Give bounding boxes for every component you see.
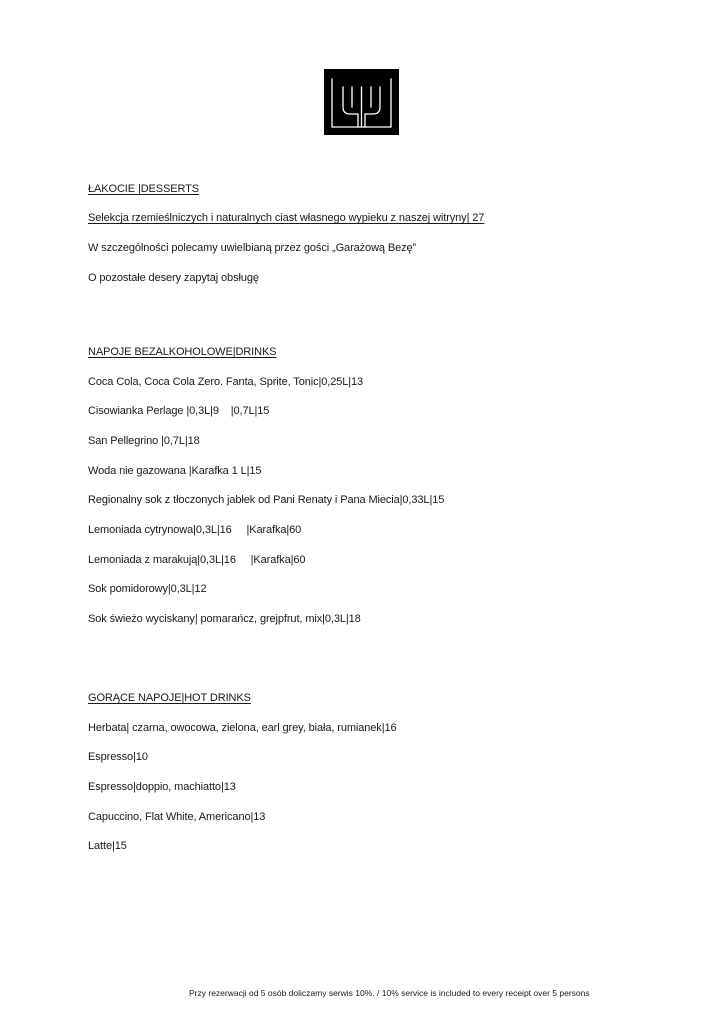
drinks-item-passionfruit-lemonade: Lemoniada z marakują|0,3L|16 |Karafka|60 bbox=[88, 554, 306, 566]
drinks-item-fresh-juice: Sok świeżo wyciskany| pomarańcz, grejpfrut, mix|0,3L|18 bbox=[88, 613, 361, 625]
service-charge-note: Przy rezerwacji od 5 osób doliczamy serwis 10%. / 10% service is included to every receipt over 5 persons bbox=[189, 988, 590, 998]
drinks-item-soda: Coca Cola, Coca Cola Zero. Fanta, Sprite, Tonic|0,25L|13 bbox=[88, 376, 364, 388]
desserts-item-ask-staff: O pozostałe desery zapytaj obsługę bbox=[88, 272, 259, 284]
drinks-item-apple-juice: Regionalny sok z tłoczonych jabłek od Pani Renaty i Pana Miecia|0,33L|15 bbox=[88, 494, 445, 506]
restaurant-logo-icon bbox=[324, 69, 399, 135]
hot-drinks-heading: GORĄCE NAPOJE|HOT DRINKS bbox=[88, 692, 251, 704]
desserts-item-recommendation: W szczególności polecamy uwielbianą przez gości „Garażową Bezę” bbox=[88, 242, 417, 254]
drinks-item-lemon-lemonade: Lemoniada cytrynowa|0,3L|16 |Karafka|60 bbox=[88, 524, 302, 536]
drinks-item-san-pellegrino: San Pellegrino |0,7L|18 bbox=[88, 435, 200, 447]
hot-drinks-item-espresso-doppio: Espresso|doppio, machiatto|13 bbox=[88, 781, 236, 793]
hot-drinks-item-latte: Latte|15 bbox=[88, 840, 127, 852]
drinks-heading: NAPOJE BEZALKOHOLOWE|DRINKS bbox=[88, 346, 277, 358]
hot-drinks-item-tea: Herbata| czarna, owocowa, zielona, earl grey, biała, rumianek|16 bbox=[88, 722, 397, 734]
drinks-item-tomato-juice: Sok pomidorowy|0,3L|12 bbox=[88, 583, 207, 595]
hot-drinks-item-espresso: Espresso|10 bbox=[88, 751, 148, 763]
drinks-item-cisowianka: Cisowianka Perlage |0,3L|9 |0,7L|15 bbox=[88, 405, 270, 417]
desserts-heading: ŁAKOCIE |DESSERTS bbox=[88, 183, 199, 195]
drinks-item-still-water: Woda nie gazowana |Karafka 1 L|15 bbox=[88, 465, 262, 477]
hot-drinks-item-cappuccino: Capuccino, Flat White, Americano|13 bbox=[88, 811, 266, 823]
desserts-item-cakes: Selekcja rzemieślniczych i naturalnych ciast własnego wypieku z naszej witryny| 27 bbox=[88, 212, 485, 224]
restaurant-logo bbox=[324, 69, 399, 135]
